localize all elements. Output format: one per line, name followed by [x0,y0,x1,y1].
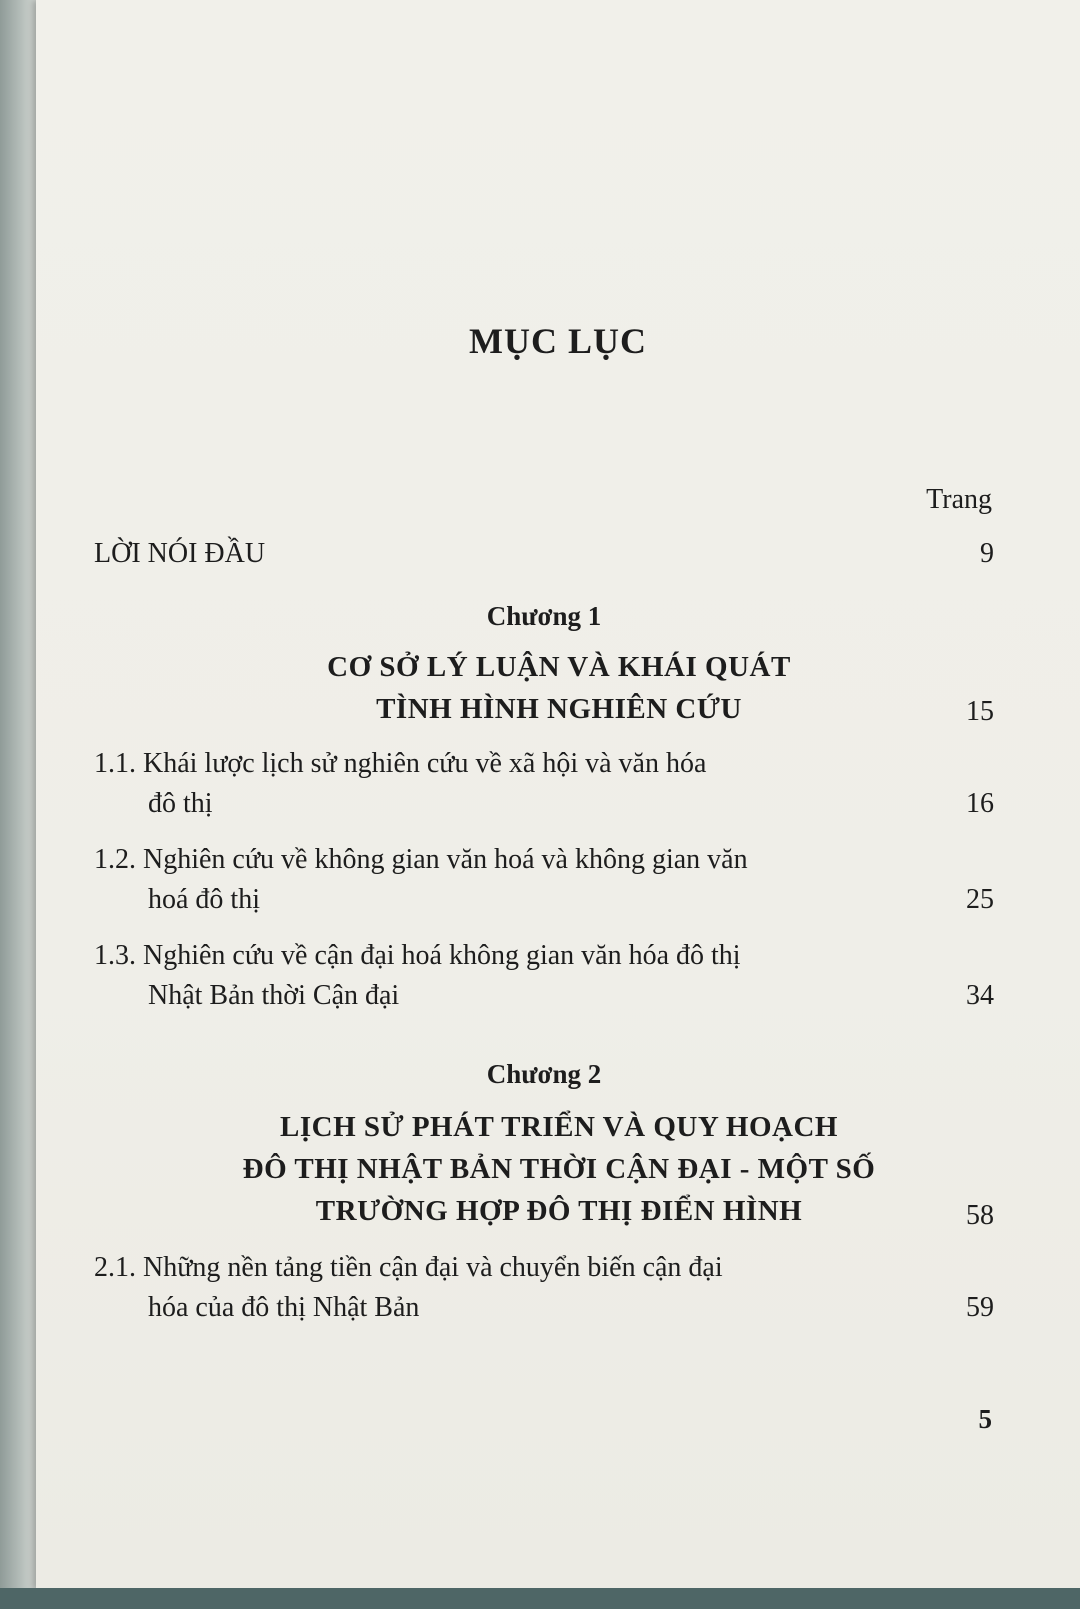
toc-entry-line: đô thị [148,788,213,819]
chapter-label: Chương 2 [486,1059,602,1089]
toc-entry [94,744,994,824]
toc-page-number: 15 [966,696,994,727]
toc-entry-line: 2.1. Những nền tảng tiền cận đại và chuyển biến cận đại [94,1252,723,1283]
toc-entry-line: Nhật Bản thời Cận đại [148,980,400,1011]
toc-entry [94,840,994,920]
chapter-title-line: TRƯỜNG HỢP ĐÔ THỊ ĐIỂN HÌNH [315,1195,803,1227]
toc-entry-label: LỜI NÓI ĐẦU [94,538,266,569]
toc-entry [94,936,994,1016]
toc-page-number: 59 [966,1292,994,1323]
toc-page-number: 25 [966,884,994,915]
toc-entry-line: hoá đô thị [148,884,260,915]
chapter-title-line: ĐÔ THỊ NHẬT BẢN THỜI CẬN ĐẠI - MỘT SỐ [242,1153,876,1185]
toc-entry-line: 1.1. Khái lược lịch sử nghiên cứu về xã hội và văn hóa [94,748,707,779]
chapter-2-heading [94,1054,994,1094]
toc-page-number: 34 [966,980,994,1011]
chapter-title-line: LỊCH SỬ PHÁT TRIỂN VÀ QUY HOẠCH [280,1111,838,1143]
chapter-label: Chương 1 [486,601,602,631]
toc-entry-line: 1.2. Nghiên cứu về không gian văn hoá và không gian văn [94,844,748,875]
book-page [36,0,1080,1590]
chapter-1-title [94,646,994,730]
column-header-page: Trang [926,484,992,515]
toc-entry-line: hóa của đô thị Nhật Bản [148,1292,420,1323]
toc-entry-line: 1.3. Nghiên cứu về cận đại hoá không gian văn hóa đô thị [94,940,741,971]
toc-entry-preface [94,534,994,574]
page-title: MỤC LỤC [469,321,647,361]
toc-page-number: 16 [966,788,994,819]
toc-page-number: 58 [966,1200,994,1231]
chapter-1-heading [94,596,994,636]
toc-page-number: 9 [980,538,994,569]
chapter-title-line: CƠ SỞ LÝ LUẬN VÀ KHÁI QUÁT [327,651,791,683]
toc-entry [94,1248,994,1328]
chapter-title-line: TÌNH HÌNH NGHIÊN CỨU [376,693,742,725]
page-bottom-edge [0,1588,1080,1609]
chapter-2-title [94,1106,994,1232]
page-number: 5 [978,1404,992,1434]
